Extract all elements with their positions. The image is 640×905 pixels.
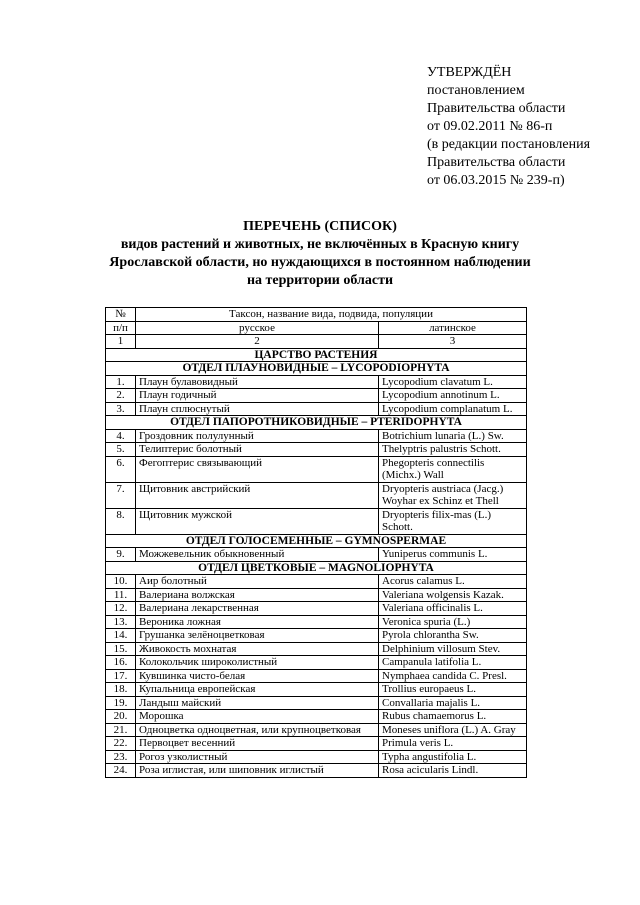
russian-name: Плаун годичный: [136, 389, 379, 403]
row-number: 3.: [106, 402, 136, 416]
russian-name: Валериана волжская: [136, 588, 379, 602]
title-line: ПЕРЕЧЕНЬ (СПИСОК): [243, 219, 397, 234]
table-row: [106, 629, 527, 643]
table-row: [106, 669, 527, 683]
russian-name: Одноцветка одноцветная, или крупноцветковая: [136, 723, 379, 737]
latin-name: Rubus chamaemorus L.: [379, 710, 527, 724]
latin-name: Lycopodium annotinum L.: [379, 389, 527, 403]
latin-name: Convallaria majalis L.: [379, 696, 527, 710]
row-number: 17.: [106, 669, 136, 683]
table-row: [106, 389, 527, 403]
latin-name: Primula veris L.: [379, 737, 527, 751]
table-row: [106, 683, 527, 697]
latin-name: Campanula latifolia L.: [379, 656, 527, 670]
table-body: [106, 348, 527, 777]
latin-name: Valeriana wolgensis Kazak.: [379, 588, 527, 602]
row-number: 11.: [106, 588, 136, 602]
row-number: 5.: [106, 443, 136, 457]
row-number: 8.: [106, 508, 136, 534]
russian-name: Аир болотный: [136, 575, 379, 589]
latin-name: Botrichium lunaria (L.) Sw.: [379, 429, 527, 443]
latin-name: Acorus calamus L.: [379, 575, 527, 589]
row-number: 4.: [106, 429, 136, 443]
section-row: [106, 362, 527, 376]
russian-name: Валериана лекарственная: [136, 602, 379, 616]
approval-line: Правительства области: [427, 155, 566, 170]
section-row: [106, 348, 527, 362]
latin-name: Dryopteris filix-mas (L.) Schott.: [379, 508, 527, 534]
row-number: 23.: [106, 750, 136, 764]
header-col-3: 3: [379, 335, 527, 349]
table-row: [106, 750, 527, 764]
latin-name: Trollius europaeus L.: [379, 683, 527, 697]
row-number: 7.: [106, 482, 136, 508]
russian-name: Грушанка зелёноцветковая: [136, 629, 379, 643]
russian-name: Морошка: [136, 710, 379, 724]
section-row: [106, 416, 527, 430]
row-number: 21.: [106, 723, 136, 737]
approval-line: постановлением: [427, 83, 525, 98]
section-row: [106, 561, 527, 575]
table-row: [106, 737, 527, 751]
table-row: [106, 429, 527, 443]
row-number: 15.: [106, 642, 136, 656]
header-russian: русское: [136, 321, 379, 335]
table-row: [106, 710, 527, 724]
table-row: [106, 375, 527, 389]
title-line: Ярославской области, но нуждающихся в постоянном наблюдении: [109, 255, 531, 270]
russian-name: Рогоз узколистный: [136, 750, 379, 764]
table-row: [106, 482, 527, 508]
latin-name: Dryopteris austriaca (Jacg.) Woyhar ex Schinz et Thell: [379, 482, 527, 508]
table-row: [106, 402, 527, 416]
table-row: [106, 588, 527, 602]
section-heading: ОТДЕЛ ПЛАУНОВИДНЫЕ – LYCOPODIOPHYTA: [106, 362, 527, 376]
table-row: [106, 656, 527, 670]
table-row: [106, 602, 527, 616]
document-title: [100, 218, 540, 290]
russian-name: Плаун сплюснутый: [136, 402, 379, 416]
approval-line: Правительства области: [427, 101, 566, 116]
table-row: [106, 443, 527, 457]
table-row: [106, 764, 527, 778]
row-number: 1.: [106, 375, 136, 389]
row-number: 6.: [106, 456, 136, 482]
section-heading: ОТДЕЛ ГОЛОСЕМЕННЫЕ – GYMNOSPERMAE: [106, 534, 527, 548]
row-number: 12.: [106, 602, 136, 616]
row-number: 10.: [106, 575, 136, 589]
table-row: [106, 456, 527, 482]
section-heading: ЦАРСТВО РАСТЕНИЯ: [106, 348, 527, 362]
table-header: [106, 308, 527, 349]
header-col-1: 1: [106, 335, 136, 349]
latin-name: Phegopteris connectilis (Michx.) Wall: [379, 456, 527, 482]
row-number: 18.: [106, 683, 136, 697]
row-number: 2.: [106, 389, 136, 403]
title-line: видов растений и животных, не включённых в Красную книгу: [120, 237, 520, 252]
row-number: 20.: [106, 710, 136, 724]
russian-name: Вероника ложная: [136, 615, 379, 629]
latin-name: Valeriana officinalis L.: [379, 602, 527, 616]
table-row: [106, 723, 527, 737]
header-row: [106, 308, 527, 322]
table-row: [106, 575, 527, 589]
section-heading: ОТДЕЛ ЦВЕТКОВЫЕ – MAGNOLIOPHYTA: [106, 561, 527, 575]
approval-line: от 06.03.2015 № 239-п): [427, 173, 565, 188]
row-number: 24.: [106, 764, 136, 778]
header-latin: латинское: [379, 321, 527, 335]
row-number: 14.: [106, 629, 136, 643]
russian-name: Кувшинка чисто-белая: [136, 669, 379, 683]
approval-line: от 09.02.2011 № 86-п: [427, 119, 553, 134]
table-row: [106, 615, 527, 629]
title-line: на территории области: [246, 273, 394, 288]
row-number: 13.: [106, 615, 136, 629]
latin-name: Delphinium villosum Stev.: [379, 642, 527, 656]
russian-name: Щитовник австрийский: [136, 482, 379, 508]
latin-name: Moneses uniflora (L.) A. Gray: [379, 723, 527, 737]
latin-name: Yuniperus communis L.: [379, 548, 527, 562]
section-row: [106, 534, 527, 548]
row-number: 19.: [106, 696, 136, 710]
russian-name: Роза иглистая, или шиповник иглистый: [136, 764, 379, 778]
russian-name: Живокость мохнатая: [136, 642, 379, 656]
russian-name: Плаун булавовидный: [136, 375, 379, 389]
latin-name: Lycopodium clavatum L.: [379, 375, 527, 389]
latin-name: Typha angustifolia L.: [379, 750, 527, 764]
table-row: [106, 508, 527, 534]
species-table: [105, 307, 527, 778]
approval-line: УТВЕРЖДЁН: [427, 65, 512, 80]
header-col-2: 2: [136, 335, 379, 349]
row-number: 16.: [106, 656, 136, 670]
header-row: [106, 335, 527, 349]
approval-stamp: [427, 64, 627, 190]
latin-name: Pyrola chlorantha Sw.: [379, 629, 527, 643]
russian-name: Купальница европейская: [136, 683, 379, 697]
table-row: [106, 696, 527, 710]
row-number: 22.: [106, 737, 136, 751]
row-number: 9.: [106, 548, 136, 562]
header-num-bottom: п/п: [106, 321, 136, 335]
header-num-top: №: [106, 308, 136, 322]
russian-name: Щитовник мужской: [136, 508, 379, 534]
russian-name: Ландыш майский: [136, 696, 379, 710]
latin-name: Nymphaea candida C. Presl.: [379, 669, 527, 683]
russian-name: Можжевельник обыкновенный: [136, 548, 379, 562]
latin-name: Lycopodium complanatum L.: [379, 402, 527, 416]
section-heading: ОТДЕЛ ПАПОРОТНИКОВИДНЫЕ – PTERIDOPHYTA: [106, 416, 527, 430]
table-row: [106, 548, 527, 562]
russian-name: Колокольчик широколистный: [136, 656, 379, 670]
russian-name: Телиптерис болотный: [136, 443, 379, 457]
header-row: [106, 321, 527, 335]
latin-name: Rosa acicularis Lindl.: [379, 764, 527, 778]
approval-line: (в редакции постановления: [427, 137, 591, 152]
table-row: [106, 642, 527, 656]
latin-name: Veronica spuria (L.): [379, 615, 527, 629]
russian-name: Первоцвет весенний: [136, 737, 379, 751]
header-taxon: Таксон, название вида, подвида, популяции: [136, 308, 527, 322]
latin-name: Thelyptris palustris Schott.: [379, 443, 527, 457]
russian-name: Гроздовник полулунный: [136, 429, 379, 443]
russian-name: Фегоптерис связывающий: [136, 456, 379, 482]
